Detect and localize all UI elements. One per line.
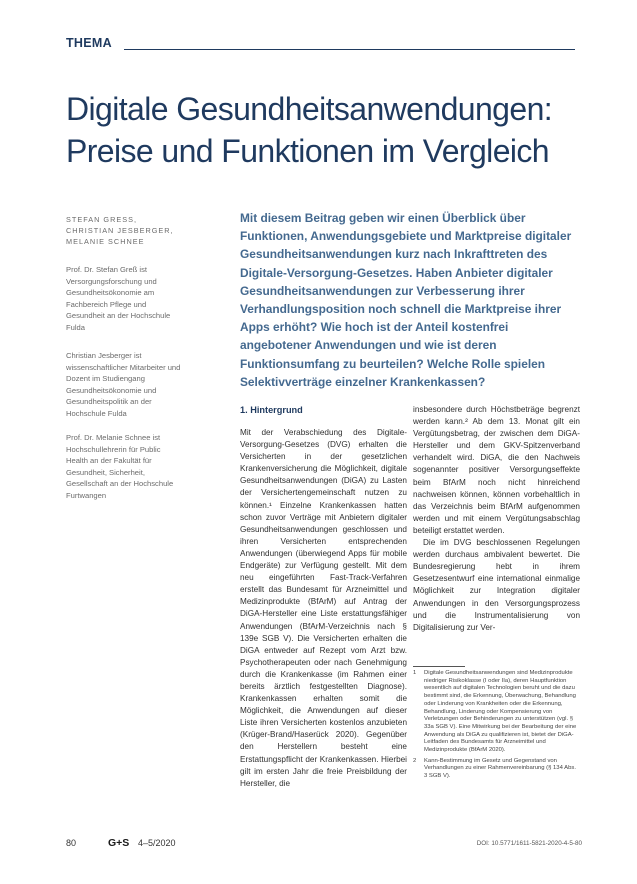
body-column-right (413, 404, 580, 634)
footnote (413, 670, 580, 755)
article-lead: Mit diesem Beitrag geben wir einen Überblick über Funktionen, Anwendungsgebiete und Marktpreise digitaler Gesundheitsanwendungen kurz nach Inkrafttreten des Digitale-Versorgung-Gesetzes. Haben Anbieter digitaler Gesundheitsanwendungen zur Verbesserung ihrer Verhandlungsposition noch schnell die Marktpreise ihrer Apps erhöht? Wie hoch ist der Anteil kostenfrei angebotener Anwendungen und wie ist deren Funktionsumfang zu beurteilen? Welche Rolle spielen Selektivverträge einzelner Krankenkassen? (240, 211, 572, 389)
footnote-number: 1 (413, 670, 417, 676)
footnote (413, 758, 580, 781)
author-bio: Prof. Dr. Melanie Schnee ist Hochschullehrerin für Public Health an der Fakultät für Gesundheit, Sicherheit, Gesellschaft an der Hochschule Furtwangen (66, 433, 174, 500)
body-paragraph: insbesondere durch Höchstbeträge begrenzt werden kann.² Ab dem 13. Monat gilt ein Vergütungsbetrag, der zwischen dem DiGA-Hersteller und dem GKV-Spitzenverband verhandelt wird. DiGA, die den Nachweis sogenannter positiver Versorgungseffekte beim BfArM noch nicht hinreichend nachweisen können, können vorbehaltlich in das Verzeichnis beim BfArM aufgenommen werden und mit einem Vergütungsabschlag beteiligt erstattet werden. (413, 405, 580, 535)
doi-label: DOI: 10.5771/1611-5821-2020-4-5-80 (476, 840, 582, 847)
body-paragraph: Mit der Verabschiedung des Digitale-Versorgung-Gesetzes (DVG) erhalten die Versicherten in der gesetzlichen Krankenversicherung die Möglichkeit, digitale Gesundheitsanwendungen (DiGA) zu Lasten der Versichertengemeinschaft nutzen zu können.¹ Einzelne Krankenkassen hatten schon zuvor Verträge mit Anbietern digitaler Gesundheitsanwendungen geschlossen und ihren Versicherten entsprechenden Anwendungen (überwiegend Apps für mobile Endgeräte) zur Verfügung gestellt. Mit dem neu eingeführten Fast-Track-Verfahren erstellt das Bundesamt für Arzneimittel und Medizinprodukte (BfArM) auf Antrag der DiGA-Hersteller eine Liste erstattungsfähiger Anwendungen (BfArM-Verzeichnis nach § 139e SGB V). Die Versicherten erhalten die DiGA entweder auf Rezept vom Arzt bzw. Psychotherapeuten oder nach Genehmigung durch die Krankenkasse (im Rahmen einer bereits ärztlich festgestellten Diagnose). Krankenkassen erhalten somit die Möglichkeit, die Anwendungen auf dieser Liste ihren Versicherten kostenlos anzubieten (Krüger-Brand/Haserück 2020). Gegenüber den Herstellern besteht eine Erstattungspflicht der Krankenkassen. Hierbei gilt im ersten Jahr die freie Preisbildung der Hersteller, die (240, 428, 407, 788)
page-footer (66, 838, 582, 852)
page-number: 80 (66, 838, 77, 848)
author-bio: Christian Jesberger ist wissenschaftlicher Mitarbeiter und Dozent im Studiengang Gesundheitsökonomie und Gesundheitspolitik an der Hochschule Fulda (66, 351, 181, 418)
footnote-text: Digitale Gesundheitsanwendungen sind Medizinprodukte niedriger Risikoklasse (I oder IIa), deren Hauptfunktion wesentlich auf digitalen Technologien beruht und die dazu bestimmt sind, die Erkennung, Überwachung, Behandlung oder Linderung von Krankheiten oder die Erkennung, Behandlung, Linderung oder Kompensierung von Verletzungen oder Behinderungen zu unterstützen (vgl. § 33a SGB V). Eine Mitwirkung bei der Bearbeitung der eine Anwendung als DiGA zu qualifizieren ist, bietet der DiGA-Leitfaden des Bundesamts für Arzneimittel und Medizinprodukte (BfArM 2020). (424, 670, 577, 754)
body-paragraph: Die im DVG beschlossenen Regelungen werden durchaus ambivalent bewertet. Die Bundesregierung hebt in ihrem Gesetzesentwurf eine international einmalige Möglichkeit zur Integration digitaler Anwendungen in den Versorgungsprozess und die Instrumentalisierung von Digitalisierung zur Ver- (413, 538, 580, 632)
issue-label: 4–5/2020 (138, 838, 176, 848)
section-heading: 1. Hintergrund (240, 405, 303, 415)
author-bio: Prof. Dr. Stefan Greß ist Versorgungsforschung und Gesundheitsökonomie am Fachbereich Pflege und Gesundheit an der Hochschule Fulda (66, 265, 171, 332)
author-list (66, 214, 216, 247)
author-name: STEFAN GRESS, (66, 215, 137, 224)
author-name: CHRISTIAN JESBERGER, (66, 226, 174, 235)
footnotes (413, 670, 580, 784)
author-name: MELANIE SCHNEE (66, 237, 145, 246)
journal-logo: G+S (108, 837, 130, 849)
footnote-rule (413, 666, 465, 667)
section-tag: THEMA (66, 36, 112, 50)
footnote-number: 2 (413, 757, 417, 764)
article-title: Digitale Gesundheitsanwendungen: Preise und Funktionen im Vergleich (66, 91, 553, 169)
footnote-text: Kann-Bestimmung im Gesetz und Gegenstand von Verhandlungen zu einer Rahmenvereinbarung (§ 134 Abs. 3 SGB V). (424, 757, 576, 780)
section-rule (124, 49, 575, 50)
body-column-left (240, 404, 407, 790)
